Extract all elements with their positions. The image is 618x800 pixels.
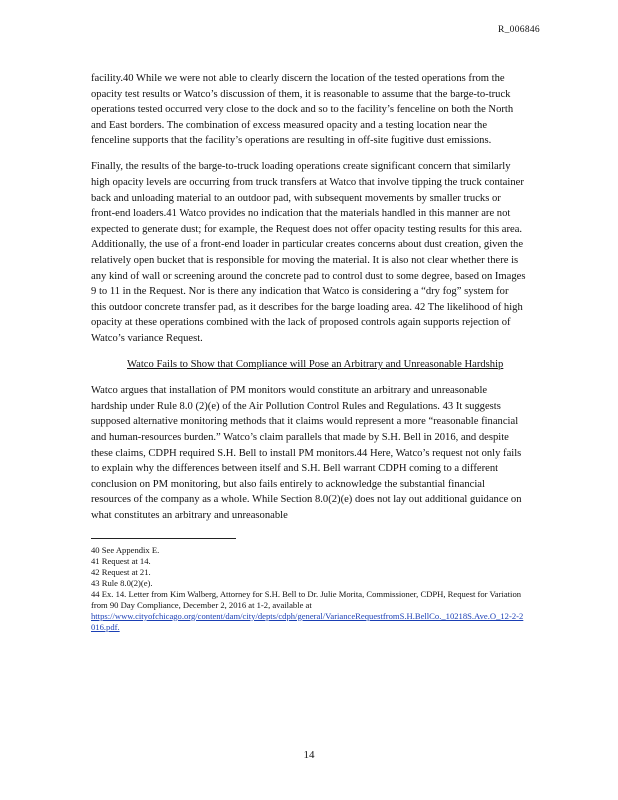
- bates-number: R_006846: [498, 25, 540, 35]
- section-heading-text: Watco Fails to Show that Compliance will Pose an Arbitrary and Unreasonable Hardship: [127, 359, 504, 371]
- paragraph: Finally, the results of the barge-to-truck loading operations create significant concern that similarly high opacity levels are occurring from truck transfers at Watco that involve tipping the truck container back and unloading material to an outdoor pad, with subsequent movements by smaller trucks or front-end loaders.41 Watco provides no indication that the materials handled in this manner are not expected to generate dust; for example, the Request does not offer opacity testing results for this area. Additionally, the use of a front-end loader in particular creates concerns about dust creation, given the relatively open bucket that is responsible for moving the material. It is also not clear whether there is any kind of wall or screening around the concrete pad to control dust to some degree, based on Images 9 to 11 in the Request. Nor is there any indication that Watco is considering a “dry fog” system for this outdoor concrete transfer pad, as it describes for the barge loading area. 42 The likelihood of high opacity at these operations combined with the lack of proposed controls again supports rejection of Watco’s variance Request.: [91, 161, 526, 344]
- footnote: 44 Ex. 14. Letter from Kim Walberg, Attorney for S.H. Bell to Dr. Julie Morita, Commissioner, CDPH, Request for Variation from 90 Day Compliance, December 2, 2016 at 1-2, available at: [91, 588, 522, 610]
- body-text: [91, 71, 526, 633]
- footnote-link-row: [91, 611, 526, 633]
- footnote: 41 Request at 14.: [91, 555, 151, 566]
- page-number: 14: [303, 749, 315, 761]
- paragraph: Watco argues that installation of PM monitors would constitute an arbitrary and unreasonable hardship under Rule 8.0 (2)(e) of the Air Pollution Control Rules and Regulations. 43 It suggests supposed alternative monitoring methods that it claims would represent a more “reasonable financial and human-resources burden.” Watco’s claim parallels that made by S.H. Bell in 2016, and despite these claims, CDPH required S.H. Bell to install PM monitors.44 Here, Watco’s request not only fails to explain why the differences between itself and S.H. Bell warrant CDPH coming to a different conclusion on PM monitoring, but also fails entirely to acknowledge the substantial financial resources of the company as a whole. While Section 8.0(2)(e) does not lay out additional guidance on what constitutes an arbitrary and unreasonable: [91, 385, 522, 521]
- paragraph: facility.40 While we were not able to clearly discern the location of the tested operations from the opacity test results or Watco’s discussion of them, it is reasonable to assume that the barge-to-truck operations tested occurred very close to the dock and so to the facility’s fenceline on both the North and East borders. The combination of excess measured opacity and a testing location near the fenceline supports that the facility’s operations are resulting in off-site fugitive dust emissions.: [91, 73, 514, 147]
- footnote: 43 Rule 8.0(2)(e).: [91, 577, 153, 588]
- section-heading: [91, 357, 526, 373]
- footnote-separator: [91, 538, 236, 539]
- footnote: 42 Request at 21.: [91, 566, 151, 577]
- footnote-url-link[interactable]: https://www.cityofchicago.org/content/dam/city/depts/cdph/general/VarianceRequestfromS.H.BellCo._10218S.Ave.O_12-2-2016.pdf.: [91, 610, 524, 632]
- footnote: 40 See Appendix E.: [91, 544, 160, 555]
